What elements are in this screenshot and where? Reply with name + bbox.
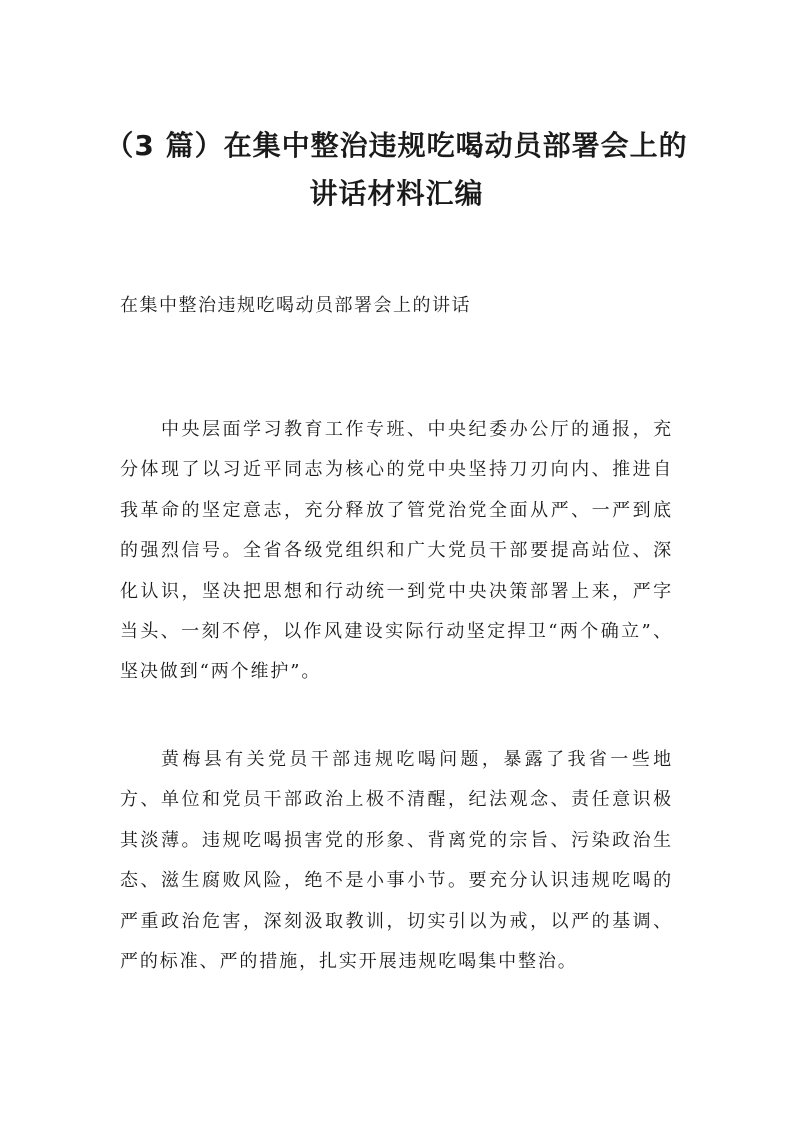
body-paragraph-1: 中央层面学习教育工作专班、中央纪委办公厅的通报，充分体现了以习近平同志为核心的党中央坚持刀刃向内、推进自我革命的坚定意志，充分释放了管党治党全面从严、一严到底的强烈信号。全省各级党组织和广大党员干部要提高站位、深化认识，坚决把思想和行动统一到党中央决策部署上来，严字当头、一刻不停，以作风建设实际行动坚定捍卫“两个确立”、坚决做到“两个维护”。 — [120, 419, 673, 683]
section-subtitle: 在集中整治违规吃喝动员部署会上的讲话 — [120, 295, 471, 316]
body-paragraph-2: 黄梅县有关党员干部违规吃喝问题，暴露了我省一些地方、单位和党员干部政治上极不清醒，纪法观念、责任意识极其淡薄。违规吃喝损害党的形象、背离党的宗旨、污染政治生态、滋生腐败风险，绝不是小事小节。要充分认识违规吃喝的严重政治危害，深刻汲取教训，切实引以为戒，以严的基调、严的标准、严的措施，扎实开展违规吃喝集中整治。 — [120, 749, 673, 973]
document-title: （3 篇）在集中整治违规吃喝动员部署会上的讲话材料汇编 — [105, 129, 688, 210]
